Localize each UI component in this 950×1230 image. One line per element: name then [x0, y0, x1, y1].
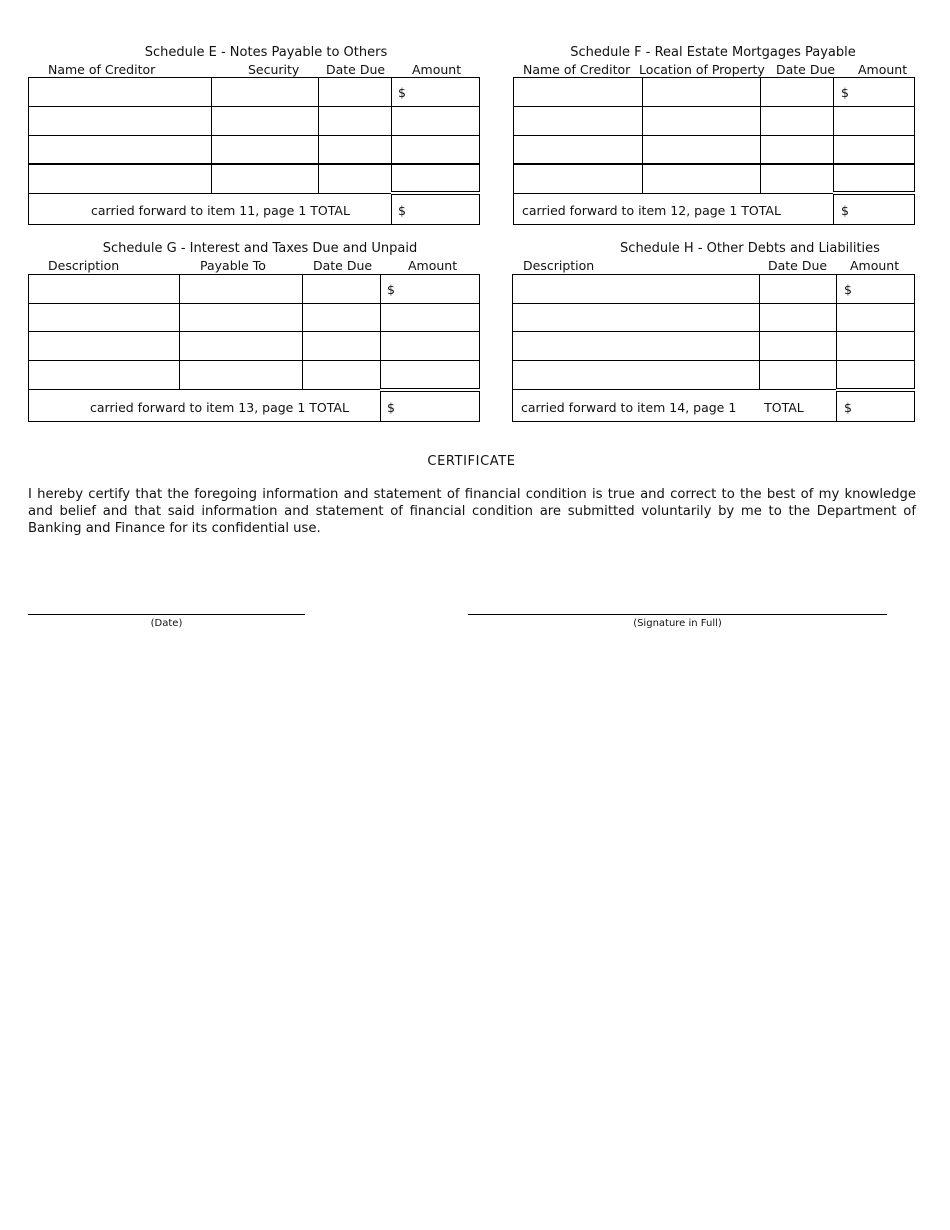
schedule-h-title: Schedule H - Other Debts and Liabilities — [620, 241, 880, 256]
schedule-e-row-1-dollar: $ — [398, 85, 406, 100]
schedule-f-table — [513, 77, 915, 225]
schedule-g-col-description: Description — [48, 258, 120, 273]
schedule-f-row-1-dollar: $ — [841, 85, 849, 100]
schedule-h-total-dollar: $ — [844, 400, 852, 415]
schedule-g — [28, 241, 480, 422]
schedule-h-col-amount: Amount — [850, 258, 900, 273]
schedule-e-total-label: carried forward to item 11, page 1 TOTAL — [91, 203, 350, 218]
schedule-g-total-label: carried forward to item 13, page 1 TOTAL — [90, 400, 349, 415]
certificate-text: I hereby certify that the foregoing information and statement of financial condition is true and correct to the best of my knowledge and belief and that said information and statement of financial condition are submitted voluntarily by me to the Department of Banking and Finance for its confidential use. — [28, 487, 916, 536]
schedule-e-row-1-creditor[interactable] — [29, 78, 211, 106]
schedule-e-col-date-due: Date Due — [326, 62, 386, 77]
schedule-h — [512, 241, 915, 422]
schedule-f-total-dollar: $ — [841, 203, 849, 218]
date-line[interactable] — [28, 614, 305, 615]
schedule-e-col-amount: Amount — [412, 62, 462, 77]
schedule-e — [28, 45, 480, 225]
date-caption: (Date) — [150, 618, 183, 629]
schedule-e-table — [28, 77, 480, 225]
schedule-h-total-label: carried forward to item 14, page 1 TOTAL — [521, 400, 804, 415]
schedule-g-total-dollar: $ — [387, 400, 395, 415]
schedule-h-row-1-dollar: $ — [844, 282, 852, 297]
schedule-h-table — [512, 274, 915, 422]
schedule-e-title: Schedule E - Notes Payable to Others — [144, 45, 388, 60]
schedule-f-total-label: carried forward to item 12, page 1 TOTAL — [522, 203, 781, 218]
schedule-g-col-amount: Amount — [408, 258, 458, 273]
schedule-f-col-name-of-creditor: Name of Creditor — [523, 62, 631, 77]
certificate-title: CERTIFICATE — [427, 454, 516, 469]
schedule-g-col-date-due: Date Due — [313, 258, 373, 273]
schedule-f-col-location-of-property: Location of Property — [639, 62, 765, 77]
schedule-e-total-dollar: $ — [398, 203, 406, 218]
schedule-h-col-date-due: Date Due — [768, 258, 828, 273]
schedule-e-col-security: Security — [248, 62, 300, 77]
schedule-g-table — [28, 274, 480, 422]
schedule-f-col-amount: Amount — [858, 62, 908, 77]
schedule-f-col-date-due: Date Due — [776, 62, 836, 77]
schedule-f-title: Schedule F - Real Estate Mortgages Payable — [570, 45, 856, 60]
schedule-h-col-description: Description — [523, 258, 595, 273]
schedule-g-title: Schedule G - Interest and Taxes Due and Unpaid — [102, 241, 418, 256]
signature-line[interactable] — [468, 614, 887, 615]
schedule-g-col-payable-to: Payable To — [200, 258, 266, 273]
schedule-g-row-1-dollar: $ — [387, 282, 395, 297]
schedule-e-col-name-of-creditor: Name of Creditor — [48, 62, 156, 77]
signature-caption: (Signature in Full) — [633, 618, 722, 629]
schedule-f — [513, 45, 915, 225]
